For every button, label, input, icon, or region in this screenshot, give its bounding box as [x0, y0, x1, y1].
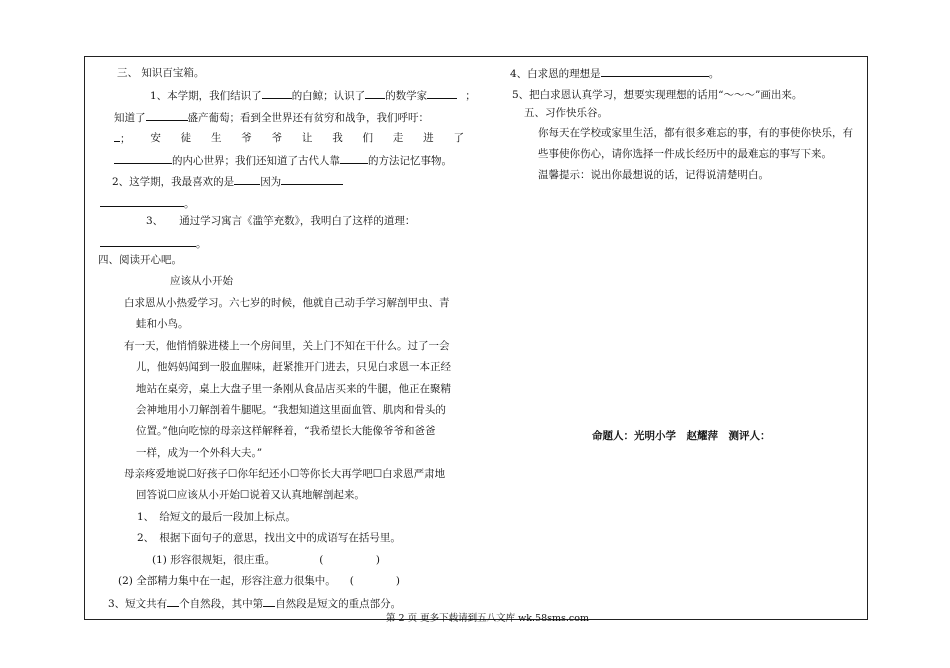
question-2-line-1: 2、这学期，我最喜欢的是 因为: [112, 174, 343, 189]
page-footer: 第 2 页 更多下载请到五八文库 wk.58sms.com: [386, 613, 589, 624]
question-1-line-3: ； 安 徒 生 爷 爷 让 我 们 走 进 了: [114, 131, 464, 146]
reading-question-1: 1、 给短文的最后一段加上标点。: [137, 511, 296, 523]
passage-line-3: 有一天，他悄悄躲进楼上一个房间里，关上门不知在干什么。过了一会: [124, 340, 450, 352]
essay-prompt-line-1: 你每天在学校或家里生活，都有很多难忘的事，有的事使你快乐，有: [538, 127, 853, 139]
essay-prompt-line-2: 些事使你伤心，请你选择一件成长经历中的最难忘的事写下来。: [538, 148, 832, 160]
section4-title: 四、阅读开心吧。: [98, 254, 182, 266]
passage-line-1: 白求恩从小热爱学习。六七岁的时候，他就自己动手学习解剖甲虫、青: [124, 297, 450, 309]
reading-question-2-2: (2) 全部精力集中在一起，形容注意力很集中。 ( ): [118, 575, 400, 587]
passage-line-7: 位置。”他向吃惊的母亲这样解释着，“我希望长大能像爷爷和爸爸: [136, 425, 436, 437]
passage-line-4: 儿，他妈妈闻到一股血腥味，赶紧推开门进去，只见白求恩一本正经: [136, 361, 451, 373]
question-1-line-2: 知道了 盛产葡萄；看到全世界还有贫穷和战争，我们呼吁：: [114, 112, 429, 124]
passage-line-2: 蛙和小鸟。: [136, 318, 189, 330]
question-5: 5、把白求恩认真学习，想要实现理想的话用“～～～”画出来。: [512, 89, 803, 101]
section3-title: 三、 知识百宝箱。: [117, 67, 205, 79]
author-credit: 命题人：光明小学 赵耀萍 测评人：: [592, 430, 771, 442]
passage-line-10: 回答说☐应该从小开始☐说着又认真地解剖起来。: [136, 489, 365, 501]
essay-tip: 温馨提示：说出你最想说的话，记得说清楚明白。: [538, 169, 769, 181]
passage-line-8: 一样，成为一个外科大夫。”: [136, 447, 263, 459]
passage-title: 应该从小开始: [170, 275, 233, 287]
reading-question-2: 2、 根据下面句子的意思，找出文中的成语写在括号里。: [137, 532, 401, 544]
question-3-line-1: 3、 通过学习寓言《滥竽充数》，我明白了这样的道理：: [146, 215, 416, 227]
question-2-line-2: 。: [100, 196, 195, 211]
passage-line-9: 母亲疼爱地说☐好孩子☐你年纪还小☐等你长大再学吧☐白求恩严肃地: [124, 468, 446, 480]
question-3-line-2: 。: [100, 236, 207, 251]
question-4: 4、白求恩的理想是 。: [510, 68, 720, 80]
section5-title: 五、习作快乐谷。: [524, 107, 608, 119]
passage-line-6: 会神地用小刀解剖着牛腿呢。“我想知道这里面血管、肌肉和骨头的: [136, 404, 446, 416]
reading-question-2-1: (1) 形容很规矩，很庄重。 ( ): [152, 554, 380, 566]
question-1-line-1: 1、本学期，我们结识了 的白鲸；认识了 的数学家 ；: [150, 90, 476, 102]
reading-question-3: 3、短文共有 个自然段，其中第 自然段是短文的重点部分。: [108, 598, 402, 610]
question-1-line-4: 的内心世界；我们还知道了古代人靠 的方法记忆事物。: [114, 153, 452, 168]
passage-line-5: 地站在桌旁，桌上大盘子里一条刚从食品店买来的牛腿，他正在聚精: [136, 383, 451, 395]
